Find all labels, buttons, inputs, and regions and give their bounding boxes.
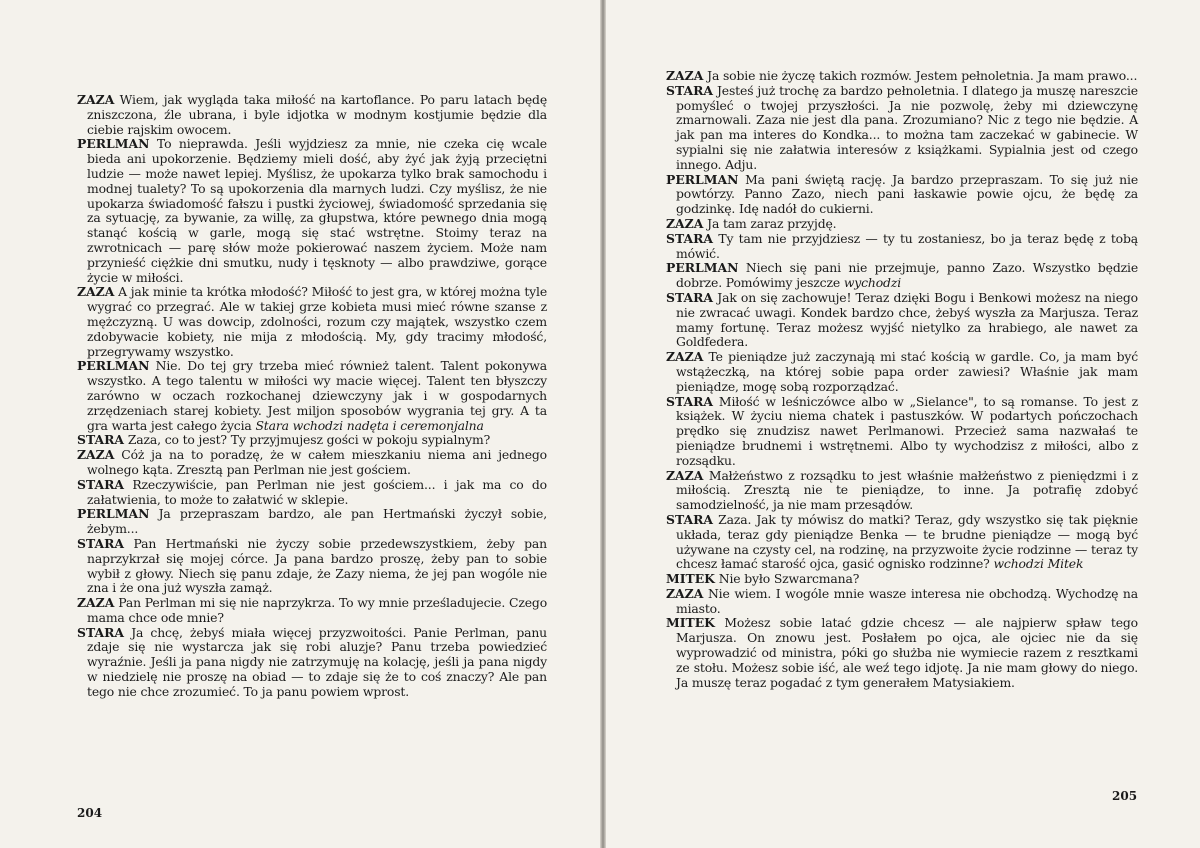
dialogue-line	[666, 350, 1138, 394]
speaker-name: ZAZA	[666, 215, 704, 231]
dialogue-line	[666, 84, 1138, 173]
dialogue-line	[666, 572, 1138, 587]
dialogue-line	[77, 285, 547, 359]
dialogue-text: Ty tam nie przyjdziesz — ty tu zostaniesz, bo ja teraz będę z tobą mówić.	[676, 230, 1138, 261]
dialogue-line	[77, 626, 547, 700]
dialogue-text: Ma pani świętą rację. Ja bardzo przepraszam. To się już nie powtórzy. Panno Zazo, niech pani łaskawie powie ojcu, że będę za godzinkę. Idę nadół do cukierni.	[676, 171, 1138, 217]
dialogue-text: Pan Perlman mi się nie naprzykrza. To wy mnie prześladujecie. Czego mama chce ode mnie?	[87, 595, 547, 625]
dialogue-text: To nieprawda. Jeśli wyjdziesz za mnie, nie czeka cię wcale bieda ani upokorzenie. Będziemy mieli dość, aby żyć jak żyją przeciętni ludzie — może nawet lepiej. Myślisz, że upokarza tylko brak samochodu i modnej tualety? To są upokorzenia dla marnych ludzi. Czy myślisz, że nie upokarza świadomość fałszu i pustki życiowej, świadomość sprzedania się za sytuację, za bywanie, za willę, za głupstwa, które pewnego dnia mogą stanąć kością w garle, mogą się stać wstrętne. Stoimy teraz na zwrotnicach — parę słów może pokierować naszem życiem. Może nam przynieść ciężkie dni smutku, nudy i tęsknoty — albo prawdziwe, gorące życie w miłości.	[87, 136, 547, 285]
dialogue-line	[77, 359, 547, 433]
dialogue-line	[666, 587, 1138, 617]
speaker-name: STARA	[77, 624, 125, 640]
dialogue-line	[666, 173, 1138, 217]
dialogue-text: Ja przepraszam bardzo, ale pan Hertmański życzył sobie, żebym...	[87, 506, 547, 537]
speaker-name: ZAZA	[77, 92, 115, 107]
dialogue-line	[666, 469, 1138, 513]
dialogue-line	[77, 448, 547, 478]
dialogue-text: Rzeczywiście, pan Perlman nie jest gościem... i jak ma co do załatwienia, to może to załatwić w sklepie.	[87, 476, 547, 507]
speaker-name: STARA	[77, 476, 125, 492]
dialogue-line	[666, 261, 1138, 291]
left-page-text	[77, 93, 547, 700]
speaker-name: PERLMAN	[77, 506, 150, 522]
speaker-name: STARA	[666, 511, 714, 527]
dialogue-text: Nie. Do tej gry trzeba mieć również talent. Talent pokonywa wszystko. A tego talentu w miłości wy macie więcej. Talent ten błyszczy zarówno w oczach rozkochanej dziewczyny jak i w gospodarnych zrzędzeniach starej kobiety. Jest miljon sposobów wygrania tej gry. A ta gra warta jest całego życia	[87, 358, 547, 433]
speaker-name: STARA	[666, 230, 714, 246]
dialogue-text: Nie wiem. I wogóle mnie wasze interesa nie obchodzą. Wychodzę na miasto.	[676, 585, 1138, 616]
dialogue-line	[666, 291, 1138, 350]
speaker-name: ZAZA	[77, 447, 115, 463]
speaker-name: ZAZA	[666, 467, 704, 483]
dialogue-line	[77, 507, 547, 537]
speaker-name: ZAZA	[77, 595, 115, 611]
dialogue-line	[77, 596, 547, 626]
speaker-name: PERLMAN	[666, 260, 739, 276]
dialogue-text: Ja tam zaraz przyjdę.	[707, 215, 837, 231]
speaker-name: MITEK	[666, 615, 715, 631]
dialogue-text: Pan Hertmański nie życzy sobie przedewszystkiem, żeby pan naprzykrzał się mojej córce. Ja pana bardzo proszę, żeby pan to sobie wybił z głowy. Niech się panu zdaje, że Zazy niema, że jej pan wogóle nie zna i że ona już wyszła zamąż.	[87, 535, 547, 596]
dialogue-text: Zaza, co to jest? Ty przyjmujesz gości w pokoju sypialnym?	[127, 432, 491, 448]
page-number: 204	[77, 806, 103, 820]
dialogue-line	[666, 395, 1138, 469]
dialogue-line	[77, 478, 547, 508]
dialogue-text: Jak on się zachowuje! Teraz dzięki Bogu i Benkowi możesz na niego nie zwracać uwagi. Kondek bardzo chce, żebyś wyszła za Marjusza. Teraz mamy fortunę. Teraz możesz wyjść nietylko za hrabiego, ale nawet za Goldfedera.	[676, 289, 1138, 350]
stage-direction: wchodzi Mitek	[993, 556, 1084, 572]
dialogue-line	[666, 616, 1138, 690]
dialogue-line	[77, 433, 547, 448]
dialogue-text: Niech się pani nie przejmuje, panno Zazo. Wszystko będzie dobrze. Pomówimy jeszcze	[676, 260, 1138, 291]
speaker-name: PERLMAN	[666, 171, 739, 187]
dialogue-text: Jesteś już trochę za bardzo pełnoletnia. I dlatego ja muszę nareszcie pomyśleć o twojej przyszłości. Ja nie pozwolę, żeby mi dziewczynę zmarnowali. Zaza nie jest dla pana. Zrozumiano? Nic z tego nie będzie. A jak pan ma interes do Kondka... to można tam zaczekać w gabinecie. W sypialni się nie załatwia interesów z książkami. Sypialnia jest od czego innego. Adju.	[676, 82, 1138, 172]
dialogue-text: Cóż ja na to poradzę, że w całem mieszkaniu niema ani jednego wolnego kąta. Zresztą pan Perlman nie jest gościem.	[87, 447, 547, 477]
right-page	[606, 0, 1200, 848]
dialogue-text: Miłość w leśniczówce albo w „Sielance", to są romanse. To jest z książek. W życiu niema chatek i pastuszków. W podartych pończochach prędko się znudzisz nawet Perlmanowi. Przecież sama nazwałaś te pieniądze brudnemi i wstrętnemi. Albo ty wychodzisz z miłości, albo z rozsądku.	[676, 393, 1138, 468]
dialogue-line	[666, 232, 1138, 262]
dialogue-line	[666, 513, 1138, 572]
speaker-name: MITEK	[666, 571, 715, 587]
speaker-name: STARA	[77, 535, 125, 551]
dialogue-text: Ja sobie nie życzę takich rozmów. Jestem pełnoletnia. Ja mam prawo...	[707, 68, 1138, 83]
speaker-name: ZAZA	[666, 585, 704, 601]
dialogue-text: Te pieniądze już zaczynają mi stać kością w gardle. Co, ja mam być wstążeczką, na której sobie papa order zawiesi? Właśnie jak mam pieniądze, mogę sobą rozporządzać.	[676, 349, 1138, 394]
speaker-name: STARA	[666, 82, 714, 98]
dialogue-text: Nie było Szwarcmana?	[718, 571, 860, 587]
dialogue-line	[666, 69, 1138, 84]
dialogue-text: Wiem, jak wygląda taka miłość na kartoflance. Po paru latach będę zniszczona, źle ubrana, i byle idjotka w modnym kostjumie będzie dla ciebie rajskim owocem.	[87, 92, 548, 137]
speaker-name: ZAZA	[77, 284, 115, 300]
dialogue-text: Ja chcę, żebyś miała więcej przyzwoitości. Panie Perlman, panu zdaje się nie wystarcza jak się robi aluzje? Panu trzeba powiedzieć wyraźnie. Jeśli ja pana nigdy nie zatrzymuję na kolację, jeśli ja pana nigdy w niedzielę nie proszę na obiad — to zdaje się że to coś znaczy? Ale pan tego nie chce zrozumieć. To ja panu powiem wprost.	[87, 624, 548, 699]
right-page-text	[666, 69, 1138, 690]
dialogue-line	[666, 217, 1138, 232]
speaker-name: ZAZA	[666, 349, 704, 365]
speaker-name: STARA	[666, 289, 714, 305]
dialogue-text: Możesz sobie latać gdzie chcesz — ale najpierw spław tego Marjusza. On znowu jest. Posłałem po ojca, ale ojciec nie da się wyprowadzić od ministra, póki go służba nie wymiecie razem z resztkami ze stołu. Możesz sobie iść, ale weź tego idjotę. Ja nie mam głowy do niego. Ja muszę teraz pogadać z tym generałem Matysiakiem.	[676, 615, 1138, 690]
speaker-name: ZAZA	[666, 68, 704, 83]
stage-direction: wychodzi	[843, 275, 902, 291]
dialogue-text: Zaza. Jak ty mówisz do matki? Teraz, gdy wszystko się tak pięknie układa, teraz gdy pieniądze Benka — te brudne pieniądze — mogą być używane na czysty cel, na rodzinę, na przyzwoite życie rodzinne — teraz ty chcesz łamać starość ojca, gasić ognisko rodzinne?	[676, 511, 1138, 572]
speaker-name: PERLMAN	[77, 136, 150, 152]
speaker-name: STARA	[666, 393, 714, 409]
dialogue-line	[77, 93, 547, 137]
speaker-name: STARA	[77, 432, 125, 448]
page-number: 205	[1112, 789, 1138, 803]
speaker-name: PERLMAN	[77, 358, 150, 374]
dialogue-text: Małżeństwo z rozsądku to jest właśnie małżeństwo z pieniędzmi i z miłością. Zresztą nie te pieniądze, to inne. Ja potrafię zdobyć samodzielność, ja nie mam przesądów.	[676, 467, 1138, 513]
dialogue-text: A jak minie ta krótka młodość? Miłość to jest gra, w której można tyle wygrać co przegrać. Ale w takiej grze kobieta musi mieć równe szanse z mężczyzną. U was dowcip, zdolności, rozum czy majątek, wszystko czem zdobywacie kobiety, nie mija z młodością. My, gdy tracimy młodość, przegrywamy wszystko.	[87, 284, 547, 359]
dialogue-line	[77, 137, 547, 285]
stage-direction: Stara wchodzi nadęta i ceremonjalna	[255, 417, 484, 433]
dialogue-line	[77, 537, 547, 596]
